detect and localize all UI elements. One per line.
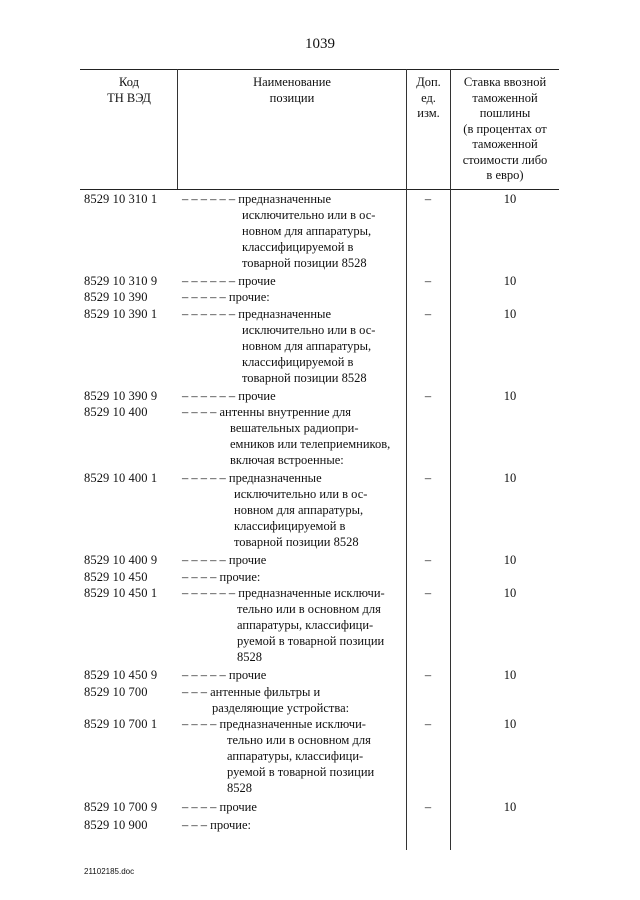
description-line: – – – – – предназначенные — [182, 471, 322, 485]
header-rate-line: таможенной — [472, 90, 538, 105]
row-code: 8529 10 310 9 — [84, 274, 158, 288]
description-line: – – – – – прочие — [182, 668, 267, 682]
table-header-rule — [80, 189, 559, 190]
row-code: 8529 10 310 1 — [84, 192, 158, 206]
row-code: 8529 10 700 1 — [84, 717, 158, 731]
description-line: руемой в товарной позиции — [237, 634, 385, 648]
description-line: исключительно или в ос- — [234, 487, 368, 501]
header-rate-line: Ставка ввозной — [463, 75, 547, 89]
description-line: новном для аппаратуры, — [242, 339, 372, 353]
header-code-line: ТН ВЭД — [107, 90, 151, 105]
description-line: товарной позиции 8528 — [234, 535, 359, 549]
header-unit — [407, 75, 450, 122]
description-line: емников или телеприемников, — [230, 437, 391, 451]
row-code: 8529 10 700 — [84, 685, 148, 699]
row-unit: – — [424, 668, 432, 682]
header-name-line: Наименование — [253, 75, 331, 89]
row-code: 8529 10 400 1 — [84, 471, 158, 485]
row-unit: – — [424, 471, 432, 485]
row-rate: 10 — [503, 307, 517, 321]
description-line: 8528 — [237, 650, 262, 664]
row-unit: – — [424, 307, 432, 321]
header-unit-line: Доп. — [416, 75, 441, 89]
row-code: 8529 10 400 — [84, 405, 148, 419]
row-description — [182, 569, 260, 585]
description-line: – – – – – – предназначенные — [182, 192, 332, 206]
row-unit: – — [424, 800, 432, 814]
header-rate-line: пошлины — [479, 106, 531, 120]
row-unit: – — [424, 274, 432, 288]
description-line: аппаратуры, классифици- — [227, 749, 364, 763]
header-rate-line: таможенной — [472, 137, 538, 151]
row-description — [182, 191, 375, 271]
row-code: 8529 10 450 1 — [84, 586, 158, 600]
row-code: 8529 10 390 — [84, 290, 148, 304]
row-code: 8529 10 450 — [84, 570, 148, 584]
row-rate: 10 — [503, 586, 517, 600]
description-line: – – – – прочие — [182, 800, 257, 814]
description-line: включая встроенные: — [230, 453, 344, 467]
row-rate: 10 — [503, 274, 517, 288]
description-line: 8528 — [227, 781, 252, 795]
description-line: классифицируемой в — [242, 355, 354, 369]
description-line: – – – – – – предназначенные — [182, 307, 332, 321]
description-line: новном для аппаратуры, — [234, 503, 364, 517]
row-description — [182, 585, 385, 665]
row-description — [182, 273, 276, 289]
description-line: исключительно или в ос- — [242, 208, 376, 222]
row-code: 8529 10 700 9 — [84, 800, 158, 814]
row-description — [182, 289, 270, 305]
description-line: аппаратуры, классифици- — [237, 618, 374, 632]
row-description — [182, 716, 374, 796]
header-rate-line: (в процентах от — [463, 121, 547, 136]
row-code: 8529 10 390 1 — [84, 307, 158, 321]
row-unit: – — [424, 192, 432, 206]
row-unit: – — [424, 717, 432, 731]
row-code: 8529 10 390 9 — [84, 389, 158, 403]
row-rate: 10 — [503, 800, 517, 814]
row-description — [182, 799, 257, 815]
page-number: 1039 — [305, 36, 335, 52]
description-line: вешательных радиопри- — [230, 421, 359, 435]
row-rate: 10 — [503, 192, 517, 206]
description-line: – – – – – – предназначенные исключи- — [182, 586, 385, 600]
header-code-line: Код — [119, 75, 139, 89]
header-name — [178, 75, 406, 106]
description-line: – – – – – прочие: — [182, 290, 270, 304]
row-rate: 10 — [503, 668, 517, 682]
description-line: – – – – предназначенные исключи- — [182, 717, 366, 731]
row-unit: – — [424, 586, 432, 600]
row-rate: 10 — [503, 389, 517, 403]
header-unit-line: изм. — [417, 106, 440, 120]
row-code: 8529 10 400 9 — [84, 553, 158, 567]
row-description — [182, 306, 375, 386]
description-line: – – – – – – прочие — [182, 274, 276, 288]
footer-filename: 21102185.doc — [84, 867, 135, 876]
header-code — [82, 75, 176, 106]
description-line: исключительно или в ос- — [242, 323, 376, 337]
description-line: – – – – антенны внутренние для — [182, 405, 351, 419]
row-description — [182, 404, 390, 468]
row-rate: 10 — [503, 553, 517, 567]
row-description — [182, 684, 349, 716]
description-line: разделяющие устройства: — [212, 701, 350, 715]
column-divider — [450, 69, 451, 850]
header-rate-line: стоимости либо — [462, 152, 548, 167]
header-name-line: позиции — [269, 90, 315, 105]
row-description — [182, 817, 251, 833]
description-line: новном для аппаратуры, — [242, 224, 372, 238]
row-rate: 10 — [503, 717, 517, 731]
description-line: – – – – – – прочие — [182, 389, 276, 403]
header-rate — [451, 75, 559, 184]
row-description — [182, 388, 276, 404]
description-line: тельно или в основном для — [227, 733, 371, 747]
row-description — [182, 552, 266, 568]
description-line: товарной позиции 8528 — [242, 371, 367, 385]
description-line: – – – антенные фильтры и — [182, 685, 321, 699]
row-description — [182, 667, 266, 683]
description-line: товарной позиции 8528 — [242, 256, 367, 270]
row-unit: – — [424, 389, 432, 403]
header-unit-line: ед. — [421, 90, 436, 105]
description-line: руемой в товарной позиции — [227, 765, 375, 779]
description-line: – – – – – прочие — [182, 553, 267, 567]
column-divider — [406, 69, 407, 850]
description-line: – – – прочие: — [182, 818, 251, 832]
description-line: классифицируемой в — [234, 519, 346, 533]
table-top-rule — [80, 69, 559, 70]
description-line: классифицируемой в — [242, 240, 354, 254]
row-unit: – — [424, 553, 432, 567]
row-code: 8529 10 900 — [84, 818, 148, 832]
row-rate: 10 — [503, 471, 517, 485]
header-rate-line: в евро) — [486, 168, 524, 182]
description-line: тельно или в основном для — [237, 602, 381, 616]
row-description — [182, 470, 367, 550]
description-line: – – – – прочие: — [182, 570, 261, 584]
row-code: 8529 10 450 9 — [84, 668, 158, 682]
